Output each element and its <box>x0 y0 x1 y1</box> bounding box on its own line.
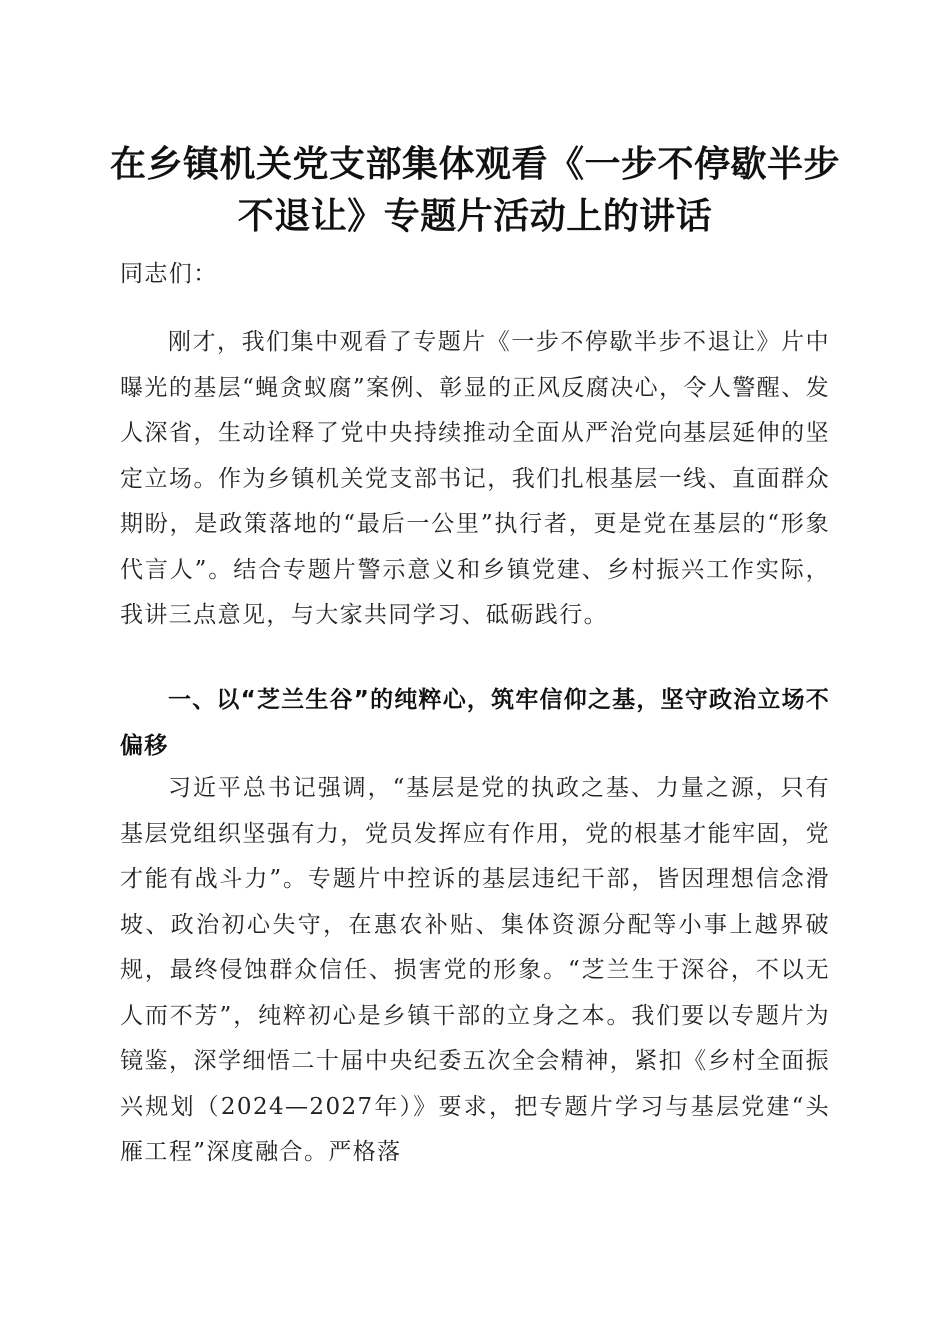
document-title <box>100 138 850 242</box>
title-line-2: 不退让》专题片活动上的讲话 <box>237 195 713 237</box>
paragraph-intro: 刚才，我们集中观看了专题片《一步不停歇半步不退让》片中曝光的基层“蝇贪蚁腐”案例、彰显的正风反腐决心，令人警醒、发人深省，生动诠释了党中央持续推动全面从严治党向基层延伸的坚定立场。作为乡镇机关党支部书记，我们扎根基层一线、直面群众期盼，是政策落地的“最后一公里”执行者，更是党在基层的“形象代言人”。结合专题片警示意义和乡镇党建、乡村振兴工作实际，我讲三点意见，与大家共同学习、砥砺践行。 <box>120 329 830 628</box>
section-heading-1: 一、以“芝兰生谷”的纯粹心，筑牢信仰之基，坚守政治立场不偏移 <box>120 687 830 759</box>
paragraph-section-1: 习近平总书记强调，“基层是党的执政之基、力量之源，只有基层党组织坚强有力，党员发挥应有作用，党的根基才能牢固，党才能有战斗力”。专题片中控诉的基层违纪干部，皆因理想信念滑坡、政治初心失守，在惠农补贴、集体资源分配等小事上越界破规，最终侵蚀群众信任、损害党的形象。“芝兰生于深谷，不以无人而不芳”，纯粹初心是乡镇干部的立身之本。我们要以专题片为镜鉴，深学细悟二十届中央纪委五次全会精神，紧扣《乡村全面振兴规划（2024—2027年）》要求，把专题片学习与基层党建“头雁工程”深度融合。严格落 <box>120 775 830 1165</box>
salutation: 同志们： <box>120 261 218 287</box>
title-line-1: 在乡镇机关党支部集体观看《一步不停歇半步 <box>109 143 840 185</box>
